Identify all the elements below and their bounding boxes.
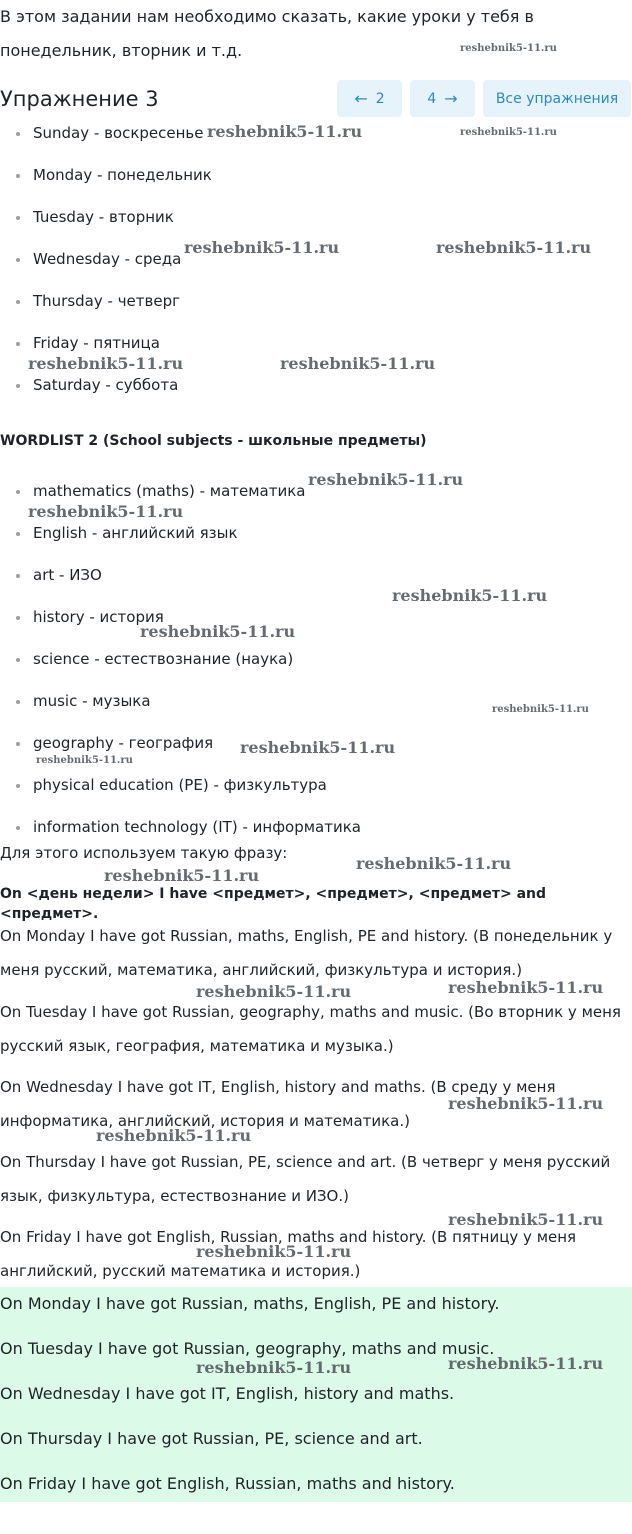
list-item: geography - география [0,733,361,775]
watermark: reshebnik5-11.ru [448,1210,604,1229]
next-exercise-label: 4 [427,90,437,107]
watermark: reshebnik5-11.ru [104,866,260,885]
intro-text: В этом задании нам необходимо сказать, какие уроки у тебя в понедельник, вторник и т.д. [0,7,534,60]
watermark: reshebnik5-11.ru [196,1358,352,1377]
list-item: physical education (PE) - физкультура [0,775,361,817]
arrow-right-icon: → [444,88,458,108]
watermark: reshebnik5-11.ru [356,854,512,873]
watermark: reshebnik5-11.ru [436,238,592,257]
list-item: Thursday - четверг [0,291,212,333]
wordlist-heading: WORDLIST 2 (School subjects - школьные предметы) [0,433,427,449]
watermark: reshebnik5-11.ru [196,982,352,1001]
all-exercises-label: Все упражнения [495,90,619,107]
watermark: reshebnik5-11.ru [28,502,184,521]
answer-line: On Wednesday I have got IT, English, history and maths. [0,1384,455,1403]
list-item: information technology (IT) - информатика [0,817,361,859]
list-item: Friday - пятница [0,333,212,375]
phrase-template: On <день недели> I have <предмет>, <предмет>, <предмет> and <предмет>. [0,886,547,922]
next-exercise-button[interactable] [410,80,475,117]
list-item: science - естествознание (наука) [0,649,361,691]
example-paragraph: On Wednesday I have got IT, English, history and maths. (В среду у меня информатика, английский, история и математика.) [0,1078,556,1130]
list-item: Wednesday - среда [0,249,212,291]
list-item: history - история [0,607,361,649]
prev-exercise-button[interactable] [337,80,402,117]
watermark: reshebnik5-11.ru [308,470,464,489]
watermark: reshebnik5-11.ru [96,1126,252,1145]
watermark: reshebnik5-11.ru [140,622,296,641]
answer-line: On Tuesday I have got Russian, geography, maths and music. [0,1339,495,1358]
example-paragraph: On Friday I have got English, Russian, maths and history. (В пятницу у меня английский, русский математика и история.) [0,1228,577,1280]
watermark: reshebnik5-11.ru [460,43,557,54]
watermark: reshebnik5-11.ru [460,127,557,138]
example-paragraph: On Thursday I have got Russian, PE, science and art. (В четверг у меня русский язык, физкультура, естествознание и ИЗО.) [0,1153,611,1205]
list-item: Saturday - суббота [0,375,212,417]
watermark: reshebnik5-11.ru [280,354,436,373]
answer-line: On Friday I have got English, Russian, maths and history. [0,1474,455,1493]
watermark: reshebnik5-11.ru [196,1242,352,1261]
watermark: reshebnik5-11.ru [492,704,589,715]
list-item: English - английский язык [0,523,361,565]
all-exercises-button[interactable] [483,80,631,117]
list-item: Sunday - воскресенье [0,123,212,165]
answer-box [0,1287,632,1502]
list-item: Monday - понедельник [0,165,212,207]
example-paragraph: On Tuesday I have got Russian, geography, maths and music. (Во вторник у меня русский язык, география, математика и музыка.) [0,1003,621,1055]
answer-line: On Monday I have got Russian, maths, English, PE and history. [0,1294,500,1313]
watermark: reshebnik5-11.ru [448,1094,604,1113]
list-item: Tuesday - вторник [0,207,212,249]
prev-exercise-label: 2 [375,90,385,107]
page-title: Упражнение 3 [0,87,159,111]
arrow-left-icon: ← [354,88,368,108]
watermark: reshebnik5-11.ru [448,1354,604,1373]
example-paragraph: On Monday I have got Russian, maths, English, PE and history. (В понедельник у меня русский, математика, английский, физкультура и история.) [0,927,613,979]
watermark: reshebnik5-11.ru [392,586,548,605]
list-item: art - ИЗО [0,565,361,607]
list-item: mathematics (maths) - математика [0,481,361,523]
subjects-list [0,481,361,859]
watermark: reshebnik5-11.ru [36,755,133,766]
watermark: reshebnik5-11.ru [448,978,604,997]
watermark: reshebnik5-11.ru [184,238,340,257]
watermark: reshebnik5-11.ru [28,354,184,373]
answer-line: On Thursday I have got Russian, PE, science and art. [0,1429,423,1448]
phrase-label: Для этого используем такую фразу: [0,844,288,862]
watermark: reshebnik5-11.ru [240,738,396,757]
watermark: reshebnik5-11.ru [207,122,363,141]
list-item: music - музыка [0,691,361,733]
